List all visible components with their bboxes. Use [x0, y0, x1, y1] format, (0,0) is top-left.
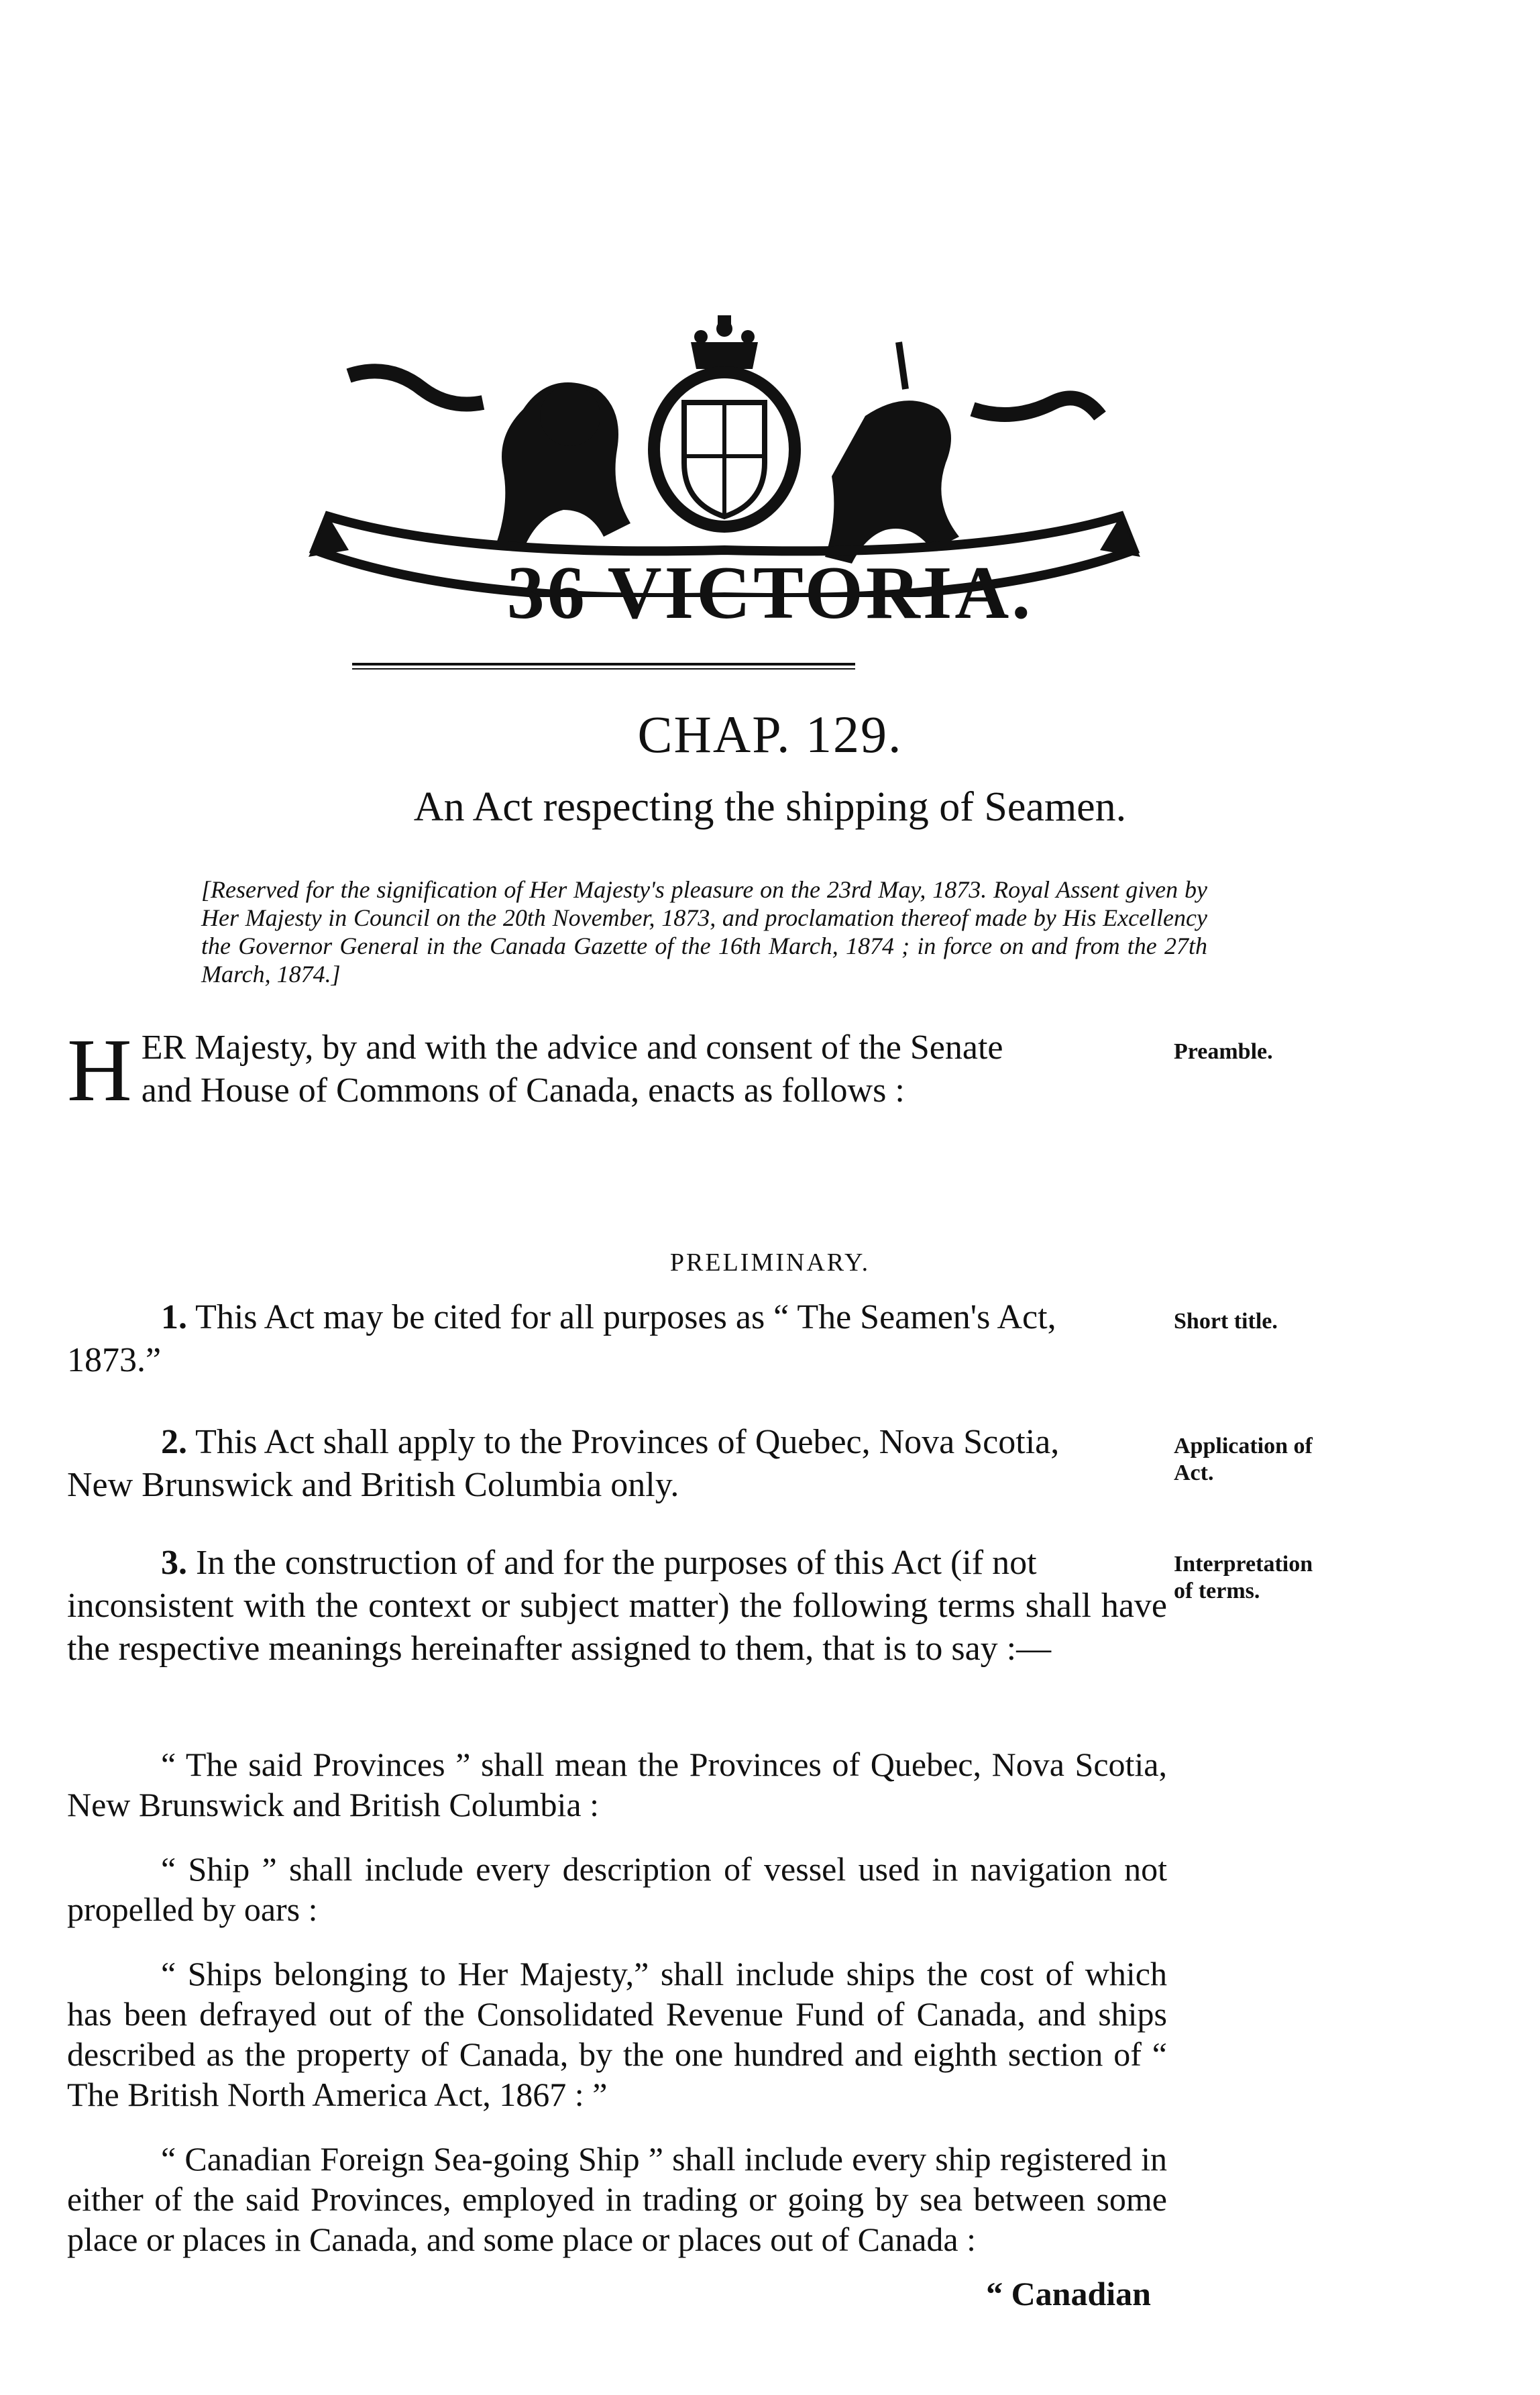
section-2 [67, 1421, 1167, 1507]
definition-ship: “ Ship ” shall include every description of vessel used in navigation not propelled by oars : [67, 1850, 1167, 1928]
divider-rule-thin [352, 668, 855, 670]
section-text-line-2: 1873.” [67, 1341, 162, 1379]
definition-canadian-foreign-sea-going-ship: “ Canadian Foreign Sea-going Ship ” shall include every ship registered in either of the said Provinces, employed in trading or going by sea between some place or places in Canada, and some place or places out of Canada : [67, 2140, 1167, 2258]
margin-note-preamble: Preamble. [1174, 1039, 1273, 1064]
section-heading: PRELIMINARY. [669, 1248, 871, 1277]
section-1 [67, 1296, 1167, 1382]
drop-cap: H [67, 1020, 132, 1120]
reservation-note: [Reserved for the signification of Her Majesty's pleasure on the 23rd May, 1873. Royal Assent given by Her Majesty in Council on the 20th November, 1873, and proclamation thereof made by His Excellency the Governor General in the Canada Gazette of the 16th March, 1874 ; in force on and from the 27th March, 1874.] [201, 876, 1207, 988]
section-text-line-1: This Act shall apply to the Provinces of Quebec, Nova Scotia, [195, 1423, 1060, 1461]
section-text-line-1: This Act may be cited for all purposes as “ The Seamen's Act, [195, 1298, 1056, 1336]
section-text-line-1: In the construction of and for the purposes of this Act (if not [196, 1544, 1037, 1582]
preamble-line-2: and House of Commons of Canada, enacts as follows : [141, 1071, 905, 1110]
section-number: 3. [161, 1544, 187, 1582]
section-number: 1. [161, 1298, 187, 1336]
section-3 [67, 1542, 1167, 1670]
catchword: “ Canadian [986, 2275, 1151, 2312]
preamble-line-1: ER Majesty, by and with the advice and consent of the Senate [141, 1028, 1003, 1067]
section-text-line-2: New Brunswick and British Columbia only. [67, 1466, 679, 1504]
margin-note-interpretation: Interpretation of terms. [1174, 1552, 1313, 1603]
divider-rule [352, 663, 855, 666]
margin-note-short-title: Short title. [1174, 1309, 1278, 1334]
definition-ships-belonging-to-her-majesty: “ Ships belonging to Her Majesty,” shall include ships the cost of which has been defrayed out of the Consolidated Revenue Fund of Canada, and ships described as the property of Canada, by the one hundred and eighth section of “ The British North America Act, 1867 : ” [67, 1955, 1167, 2113]
section-text-rest: inconsistent with the context or subject matter) the following terms shall have the respective meanings hereinafter assigned to them, that is to say :— [67, 1587, 1167, 1668]
chapter-heading: CHAP. 129. [637, 705, 903, 763]
section-number: 2. [161, 1423, 187, 1461]
reign-heading: 36 VICTORIA. [506, 551, 1034, 635]
definition-said-provinces: “ The said Provinces ” shall mean the Provinces of Quebec, Nova Scotia, New Brunswick and British Columbia : [67, 1746, 1167, 1823]
preamble-paragraph [67, 1020, 1167, 1120]
act-title: An Act respecting the shipping of Seamen. [413, 784, 1127, 830]
margin-note-application: Application of Act. [1174, 1434, 1313, 1485]
